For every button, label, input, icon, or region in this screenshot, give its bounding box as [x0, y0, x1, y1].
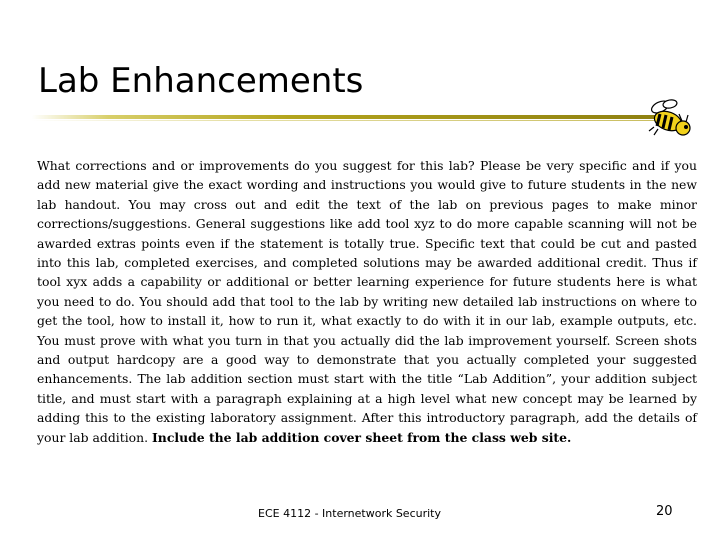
yellow-jacket-bee-icon [648, 97, 696, 139]
instructions-paragraph [37, 156, 697, 447]
instructions-bold-note: Include the lab addition cover sheet from the class web site. [152, 429, 572, 445]
title-underline-shadow [32, 120, 672, 121]
page-number: 20 [656, 504, 673, 519]
instructions-text: What corrections and or improvements do you suggest for this lab? Please be very specific and if you add new material give the exact wording and instructions you would give to future students in the new lab handout. You may cross out and edit the text of the lab on previous pages to make minor corrections/suggestions. General suggestions like add tool xyz to do more capable scanning will not be awarded extras points even if the statement is totally true. Specific text that could be cut and pasted into this lab, completed exercises, and completed solutions may be awarded additional credit. Thus if tool xyx adds a capability or additional or better learning experience for future students here is what you need to do. You should add that tool to the lab by writing new detailed lab instructions on where to get the tool, how to install it, how to run it, what exactly to do with it in our lab, example outputs, etc. You must prove with what you turn in that you actually did the lab improvement yourself. Screen shots and output hardcopy are a good way to demonstrate that you actually completed your suggested enhancements. The lab addition section must start with the title “Lab Addition”, your addition subject title, and must start with a paragraph explaining at a high level what new concept may be learned by adding this to the existing laboratory assignment. After this introductory paragraph, add the details of your lab addition. [37, 158, 697, 445]
title-underline [32, 115, 672, 119]
slide-title: Lab Enhancements [38, 61, 364, 101]
footer-course-title: ECE 4112 - Internetwork Security [258, 507, 441, 520]
